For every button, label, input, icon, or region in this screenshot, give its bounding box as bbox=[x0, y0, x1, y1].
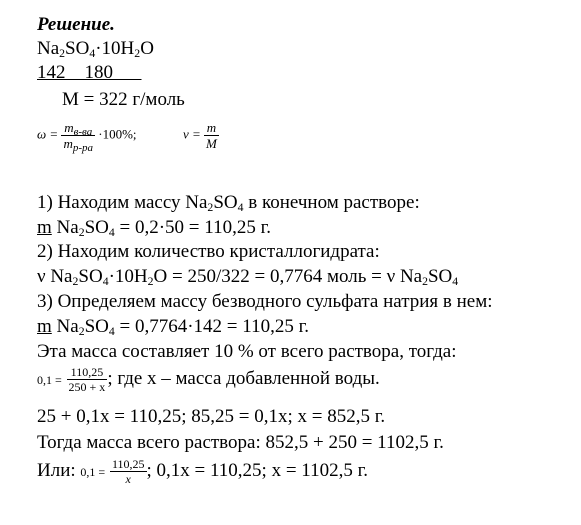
crystal-hydrate-formula: $Na_2SO_4\cdot 10H_2O$ bbox=[37, 38, 154, 60]
mass-share-note: Эта масса составляет 10 % от всего раствора, тогда: bbox=[37, 341, 457, 362]
step-2-calc: ν $Na_2SO_4\cdot 10H_2O = 250/322 = 0,7764$ моль = ν $Na_2SO_4$ bbox=[37, 266, 459, 288]
solution-heading: Решение. bbox=[37, 14, 115, 35]
equation-2: 25 + 0,1x = 110,25; 85,25 = 0,1x; x = 852,5 г. bbox=[37, 406, 386, 427]
equation-1: 0,1 = $\frac{110,25}{250 + x}$ ; где x – масса добавленной воды. bbox=[37, 365, 380, 394]
mass-fraction-formula: ω = $\frac{m_{в-ва}}{m_{р-ра}}$ ·100%; bbox=[37, 120, 137, 154]
mass-na2so4: 142 bbox=[37, 62, 66, 83]
molar-mass-total: M = 322 г/моль bbox=[62, 89, 185, 110]
step-2-text: 2) Находим количество кристаллогидрата: bbox=[37, 241, 380, 262]
equation-3: Тогда масса всего раствора: 852,5 + 250 = 1102,5 г. bbox=[37, 432, 444, 453]
step-3-text: 3) Определяем массу безводного сульфата натрия в нем: bbox=[37, 291, 493, 312]
molar-mass-parts bbox=[37, 62, 142, 84]
equation-4: Или: 0,1 = $\frac{110,25}{x}$ ; 0,1x = 110,25; x = 1102,5 г. bbox=[37, 457, 368, 486]
step-1-text: 1) Находим массу $Na_2SO_4$ в конечном растворе: bbox=[37, 192, 420, 214]
mass-water: 180 bbox=[84, 62, 113, 83]
step-3-calc: m $Na_2SO_4 = 0,7764\cdot 142 = 110,25$ г. bbox=[37, 316, 309, 338]
step-1-calc: m $Na_2SO_4 = 0,2\cdot 50 = 110,25$ г. bbox=[37, 217, 271, 239]
amount-formula: ν = $\frac{m}{M}$ bbox=[183, 120, 217, 151]
